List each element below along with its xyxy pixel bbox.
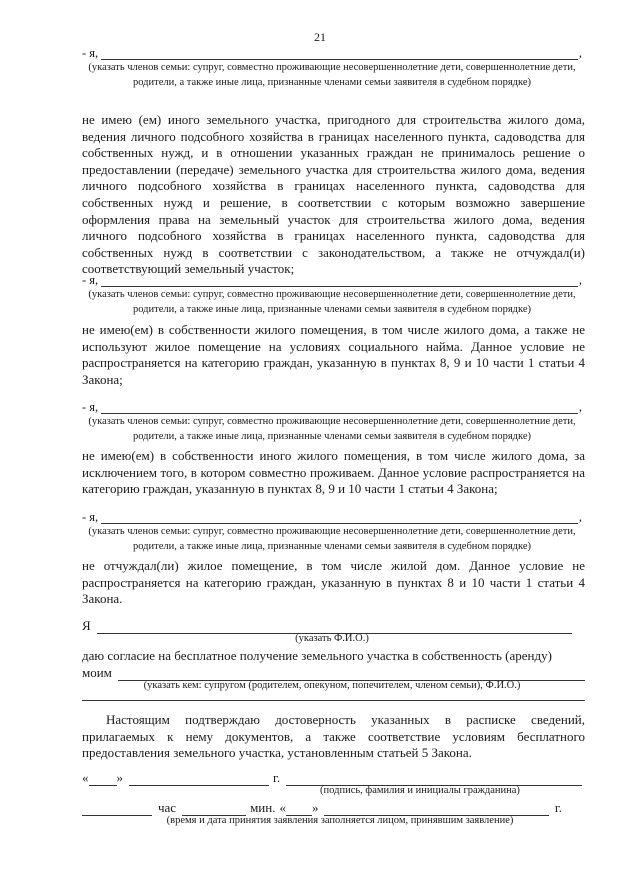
date-signature-row (82, 770, 582, 786)
month-year-field[interactable] (129, 772, 269, 786)
family-members-field-4[interactable]: - я, , (82, 510, 582, 524)
consent-moim-label: моим (82, 665, 112, 680)
acceptance-hint: (время и дата принятия заявления заполняется лицом, принявшим заявление) (166, 815, 514, 826)
member-hint-line-2: родители, а также иные лица, признанные членами семьи заявителя в судебном порядке) (132, 431, 532, 442)
open-quote: « (279, 800, 286, 815)
fio-field[interactable] (97, 620, 572, 634)
family-members-block-3 (82, 398, 582, 444)
signature-field[interactable] (286, 772, 582, 786)
day-field[interactable] (89, 772, 117, 786)
by-whom-hint: (указать кем: супругом (родителем, опекуном, попечителем, членом семьи), Ф.И.О.) (143, 680, 521, 691)
member-prefix: - я, (82, 400, 99, 414)
confirmation-paragraph: Настоящим подтверждаю достоверность указанных в расписке сведений, прилагаемых к нему документов, а также соответствие условиям бесплатного предоставления земельного участка, установленным статьей 5 Закона. (82, 712, 585, 761)
fill-line[interactable] (101, 48, 578, 60)
consent-name-row (82, 618, 572, 634)
family-members-field-1[interactable]: - я, , (82, 46, 582, 60)
fill-line[interactable] (101, 275, 578, 287)
consent-text: даю согласие на бесплатное получение земельного участка в собственность (аренду) (82, 648, 552, 663)
member-hint-line-1: (указать членов семьи: супруг, совместно проживающие несовершеннолетние дети, совершеннолетние дети, (88, 289, 576, 300)
member-hint-line-1: (указать членов семьи: супруг, совместно проживающие несовершеннолетние дети, совершеннолетние дети, (88, 526, 576, 537)
consent-moim-row (82, 665, 585, 681)
close-quote: » (116, 770, 123, 785)
page-number: 21 (314, 30, 326, 44)
member-hint-line-2: родители, а также иные лица, признанные членами семьи заявителя в судебном порядке) (132, 541, 532, 552)
member-prefix: - я, (82, 46, 99, 60)
member-hint-line-1: (указать членов семьи: супруг, совместно проживающие несовершеннолетние дети, совершеннолетние дети, (88, 62, 576, 73)
accept-month-year-field[interactable] (324, 802, 548, 816)
accept-day-field[interactable] (286, 802, 312, 816)
family-members-block-4 (82, 508, 582, 554)
member-hint-line-2: родители, а также иные лица, признанные членами семьи заявителя в судебном порядке) (132, 77, 532, 88)
fill-line[interactable] (101, 402, 578, 414)
by-whom-field[interactable] (118, 667, 585, 681)
acceptance-time-row (82, 800, 562, 816)
family-members-block-2 (82, 271, 582, 317)
member-hint-line-1: (указать членов семьи: супруг, совместно проживающие несовершеннолетние дети, совершеннолетние дети, (88, 416, 576, 427)
member-prefix: - я, (82, 273, 99, 287)
consent-ya-label: Я (82, 618, 91, 633)
member-hint-line-2: родители, а также иные лица, признанные членами семьи заявителя в судебном порядке) (132, 304, 532, 315)
fill-line[interactable] (101, 512, 578, 524)
blank-line[interactable] (82, 700, 585, 701)
condition-other-dwelling-paragraph: не имею(ем) в собственности иного жилого помещения, в том числе жилого дома, за исключением того, в котором совместно проживаем. Данное условие распространяется на категорию граждан, указанную в пунктах 8, 9 и 10 части 1 статьи 4 Закона; (82, 448, 585, 497)
hours-label: час (158, 800, 177, 815)
condition-alienation-paragraph: не отчуждал(ли) жилое помещение, в том числе жилой дом. Данное условие не распространяется на категорию граждан, указанную в пунктах 8 и 10 части 1 статьи 4 Закона. (82, 558, 585, 607)
signature-hint: (подпись, фамилия и инициалы гражданина) (320, 785, 520, 796)
hour-field[interactable] (82, 802, 152, 816)
minute-field[interactable] (182, 802, 246, 816)
family-members-block-1 (82, 44, 582, 90)
year-suffix: г. (273, 770, 281, 785)
minutes-label: мин. (250, 800, 276, 815)
family-members-field-2[interactable]: - я, , (82, 273, 582, 287)
condition-land-paragraph: не имею (ем) иного земельного участка, пригодного для строительства жилого дома, ведения личного подсобного хозяйства в границах населенного пункта, садоводства для собственных нужд, и в отношении указанных граждан не принималось решение о предоставлении (передаче) земельного участка для строительства жилого дома, ведения личного подсобного хозяйства в границах населенного пункта, садоводства для собственных нужд и решение, в соответствии с которым возможно завершение оформления права на земельный участок для строительства жилого дома, ведения личного подсобного хозяйства в границах населенного пункта, садоводства для собственных нужд в соответствии с законодательством, а также не отчуждал(и) соответствующий земельный участок; (82, 112, 585, 277)
member-prefix: - я, (82, 510, 99, 524)
year-suffix: г. (554, 800, 562, 815)
family-members-field-3[interactable]: - я, , (82, 400, 582, 414)
open-quote: « (82, 770, 89, 785)
fio-hint: (указать Ф.И.О.) (295, 633, 369, 644)
condition-social-paragraph: не имею(ем) в собственности жилого помещения, в том числе жилого дома, а также не используют жилое помещение на условиях социального найма. Данное условие не распространяется на категорию граждан, указанную в пунктах 8, 9 и 10 части 1 статьи 4 Закона; (82, 322, 585, 387)
close-quote: » (311, 800, 319, 815)
